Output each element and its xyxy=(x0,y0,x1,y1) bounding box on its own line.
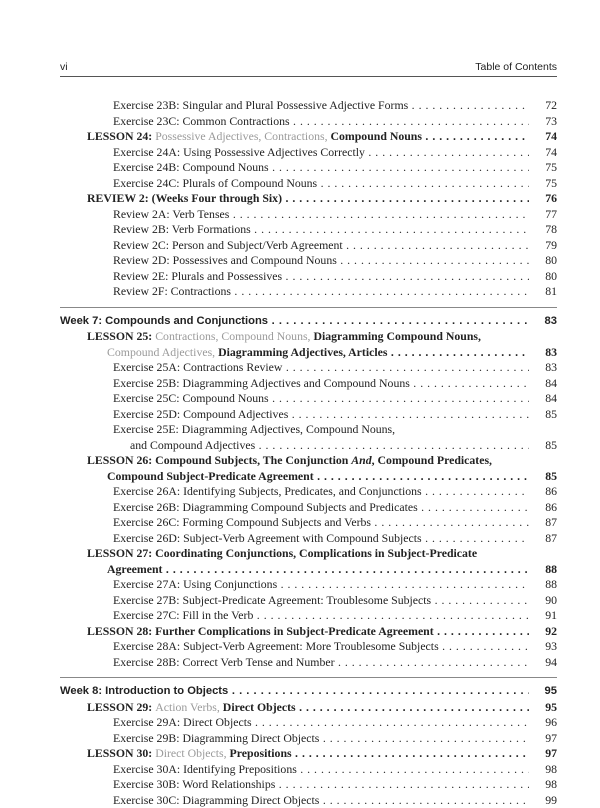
lesson-entry[interactable] xyxy=(60,746,557,762)
entry-text-segment: Exercise 30B: Word Relationships xyxy=(113,777,275,791)
entry-title xyxy=(113,376,529,392)
entry-text-segment: Exercise 23C: Common Contractions xyxy=(113,114,290,128)
page-ref: 73 xyxy=(529,114,557,130)
entry-text-segment: Exercise 25B: Diagramming Adjectives and Compound Nouns xyxy=(113,376,410,390)
entry-title xyxy=(113,515,529,531)
entry-text-segment: Compound Adjectives, xyxy=(107,345,215,359)
lesson-entry[interactable] xyxy=(60,453,557,484)
entry-title xyxy=(113,531,529,547)
entry-text-segment: Exercise 26C: Forming Compound Subjects and Verbs xyxy=(113,515,371,529)
entry-title xyxy=(113,269,529,285)
entry-title xyxy=(113,391,529,407)
page-ref: 97 xyxy=(529,731,557,747)
entry-text-segment: REVIEW 2: (Weeks Four through Six) xyxy=(87,191,282,205)
entry-title xyxy=(113,484,529,500)
entry-text-segment: Exercise 24C: Plurals of Compound Nouns xyxy=(113,176,317,190)
lesson-entry[interactable] xyxy=(60,129,557,145)
page-ref: 76 xyxy=(529,191,557,207)
entry-text-segment: And xyxy=(351,453,371,467)
exercise-entry[interactable] xyxy=(60,222,557,238)
exercise-entry[interactable] xyxy=(60,238,557,254)
entry-title xyxy=(113,577,529,593)
exercise-entry[interactable] xyxy=(60,98,557,114)
page-ref: 85 xyxy=(529,469,557,485)
entry-text-segment: Exercise 26B: Diagramming Compound Subjects and Predicates xyxy=(113,500,418,514)
page-ref: 92 xyxy=(529,624,557,640)
entry-text-segment: Exercise 30C: Diagramming Direct Objects xyxy=(113,793,319,807)
entry-text-segment: Exercise 24A: Using Possessive Adjectives Correctly xyxy=(113,145,365,159)
entry-title xyxy=(87,453,529,484)
entry-title xyxy=(113,145,529,161)
entry-text-segment: Week 8: Introduction to Objects xyxy=(60,685,228,697)
entry-title xyxy=(87,624,529,640)
exercise-entry[interactable] xyxy=(60,515,557,531)
page-ref: 87 xyxy=(529,515,557,531)
entry-text-segment: Review 2C: Person and Subject/Verb Agreement xyxy=(113,238,343,252)
lesson-entry[interactable] xyxy=(60,191,557,207)
page-ref: 83 xyxy=(529,314,557,330)
section-divider xyxy=(60,307,557,308)
entry-title xyxy=(113,793,529,808)
running-header xyxy=(60,60,557,77)
entry-title xyxy=(60,684,529,700)
entry-text-segment: Direct Objects xyxy=(220,700,296,714)
entry-text-segment: Compound Nouns xyxy=(328,129,422,143)
entry-title xyxy=(113,655,529,671)
exercise-entry[interactable] xyxy=(60,391,557,407)
entry-title xyxy=(113,422,529,453)
week-heading[interactable] xyxy=(60,314,557,330)
page-ref: 97 xyxy=(529,746,557,762)
page-ref: 91 xyxy=(529,608,557,624)
page-ref: 90 xyxy=(529,593,557,609)
exercise-entry[interactable] xyxy=(60,655,557,671)
page-ref: 83 xyxy=(529,345,557,361)
exercise-entry[interactable] xyxy=(60,608,557,624)
lesson-entry[interactable] xyxy=(60,700,557,716)
entry-text-segment: Diagramming Adjectives, Articles xyxy=(215,345,387,359)
entry-text-segment: LESSON 28: Further Complications in Subject-Predicate Agreement xyxy=(87,624,434,638)
entry-title xyxy=(113,253,529,269)
entry-text-segment: Exercise 26D: Subject-Verb Agreement with Compound Subjects xyxy=(113,531,422,545)
entry-title xyxy=(113,639,529,655)
page-ref: 99 xyxy=(529,793,557,808)
exercise-entry[interactable] xyxy=(60,114,557,130)
entry-text-segment: LESSON 25: xyxy=(87,329,155,343)
entry-text-segment: LESSON 26: Compound Subjects, The Conjunction xyxy=(87,453,351,467)
page-ref: 96 xyxy=(529,715,557,731)
table-of-contents xyxy=(60,98,557,808)
page-ref: 84 xyxy=(529,376,557,392)
entry-text-segment: Review 2F: Contractions xyxy=(113,284,231,298)
exercise-entry[interactable] xyxy=(60,793,557,808)
page-ref: 87 xyxy=(529,531,557,547)
entry-text-segment: LESSON 29: xyxy=(87,700,155,714)
exercise-entry[interactable] xyxy=(60,284,557,300)
week-heading[interactable] xyxy=(60,684,557,700)
page-ref: 85 xyxy=(529,438,557,454)
page-ref: 79 xyxy=(529,238,557,254)
entry-text-segment: LESSON 24: xyxy=(87,129,155,143)
page-ref: 80 xyxy=(529,269,557,285)
entry-title xyxy=(113,207,529,223)
page-ref: 86 xyxy=(529,484,557,500)
entry-title xyxy=(87,700,529,716)
entry-title xyxy=(87,191,529,207)
page-ref: 95 xyxy=(529,684,557,700)
entry-title xyxy=(113,160,529,176)
page-ref: 77 xyxy=(529,207,557,223)
exercise-entry[interactable] xyxy=(60,360,557,376)
page-number: vi xyxy=(60,61,68,73)
entry-text-segment: Exercise 24B: Compound Nouns xyxy=(113,160,269,174)
entry-title xyxy=(113,284,529,300)
page-ref: 83 xyxy=(529,360,557,376)
entry-title xyxy=(113,608,529,624)
page-ref: 84 xyxy=(529,391,557,407)
exercise-entry[interactable] xyxy=(60,593,557,609)
entry-title xyxy=(113,360,529,376)
lesson-entry[interactable] xyxy=(60,546,557,577)
entry-title xyxy=(113,500,529,516)
page-ref: 98 xyxy=(529,777,557,793)
entry-text-segment: Review 2D: Possessives and Compound Nouns xyxy=(113,253,337,267)
page-ref: 80 xyxy=(529,253,557,269)
entry-title xyxy=(113,731,529,747)
entry-text-segment: LESSON 27: Coordinating Conjunctions, Complications in Subject-Predicate xyxy=(87,546,477,560)
entry-title xyxy=(87,329,529,360)
exercise-entry[interactable] xyxy=(60,376,557,392)
entry-text-segment: Exercise 28A: Subject-Verb Agreement: More Troublesome Subjects xyxy=(113,639,439,653)
page-ref: 95 xyxy=(529,700,557,716)
entry-text-segment: Exercise 23B: Singular and Plural Possessive Adjective Forms xyxy=(113,98,408,112)
exercise-entry[interactable] xyxy=(60,777,557,793)
entry-text-segment: Agreement xyxy=(107,562,162,576)
page-ref: 93 xyxy=(529,639,557,655)
entry-title xyxy=(113,762,529,778)
entry-text-segment: Exercise 25D: Compound Adjectives xyxy=(113,407,288,421)
page-ref: 81 xyxy=(529,284,557,300)
exercise-entry[interactable] xyxy=(60,531,557,547)
entry-title xyxy=(113,593,529,609)
page-ref: 74 xyxy=(529,129,557,145)
exercise-entry[interactable] xyxy=(60,207,557,223)
page-ref: 98 xyxy=(529,762,557,778)
entry-text-segment: Exercise 27B: Subject-Predicate Agreement: Troublesome Subjects xyxy=(113,593,431,607)
lesson-entry[interactable] xyxy=(60,329,557,360)
entry-title xyxy=(60,314,529,330)
entry-text-segment: Exercise 29B: Diagramming Direct Objects xyxy=(113,731,319,745)
exercise-entry[interactable] xyxy=(60,500,557,516)
entry-text-segment: Review 2E: Plurals and Possessives xyxy=(113,269,282,283)
page-ref: 72 xyxy=(529,98,557,114)
page-ref: 78 xyxy=(529,222,557,238)
exercise-entry[interactable] xyxy=(60,762,557,778)
entry-title xyxy=(113,715,529,731)
entry-title xyxy=(113,114,529,130)
entry-text-segment: Exercise 25A: Contractions Review xyxy=(113,360,282,374)
page-ref: 88 xyxy=(529,577,557,593)
exercise-entry[interactable] xyxy=(60,160,557,176)
exercise-entry[interactable] xyxy=(60,145,557,161)
page-ref: 94 xyxy=(529,655,557,671)
exercise-entry[interactable] xyxy=(60,422,557,453)
page-ref: 88 xyxy=(529,562,557,578)
entry-title xyxy=(87,746,529,762)
entry-text-segment: LESSON 30: xyxy=(87,746,155,760)
page-ref: 74 xyxy=(529,145,557,161)
entry-title xyxy=(113,98,529,114)
entry-text-segment: Possessive Adjectives, Contractions, xyxy=(155,129,327,143)
entry-text-segment: Exercise 26A: Identifying Subjects, Predicates, and Conjunctions xyxy=(113,484,422,498)
page-ref: 75 xyxy=(529,176,557,192)
entry-text-segment: Exercise 27C: Fill in the Verb xyxy=(113,608,253,622)
entry-text-segment: Review 2B: Verb Formations xyxy=(113,222,251,236)
entry-title xyxy=(87,546,529,577)
entry-text-segment: Prepositions xyxy=(227,746,292,760)
page-ref: 86 xyxy=(529,500,557,516)
entry-text-segment: Exercise 27A: Using Conjunctions xyxy=(113,577,277,591)
entry-text-segment: Diagramming Compound Nouns, xyxy=(311,329,481,343)
exercise-entry[interactable] xyxy=(60,715,557,731)
exercise-entry[interactable] xyxy=(60,269,557,285)
entry-text-segment: Week 7: Compounds and Conjunctions xyxy=(60,315,268,327)
entry-text-segment: Action Verbs, xyxy=(155,700,220,714)
entry-text-segment: Compound Subject-Predicate Agreement xyxy=(107,469,314,483)
page-ref: 85 xyxy=(529,407,557,423)
exercise-entry[interactable] xyxy=(60,577,557,593)
entry-title xyxy=(113,238,529,254)
exercise-entry[interactable] xyxy=(60,731,557,747)
exercise-entry[interactable] xyxy=(60,639,557,655)
entry-title xyxy=(87,129,529,145)
entry-title xyxy=(113,222,529,238)
entry-text-segment: and Compound Adjectives xyxy=(130,438,255,452)
entry-text-segment: Contractions, Compound Nouns, xyxy=(155,329,310,343)
entry-text-segment: Exercise 25E: Diagramming Adjectives, Compound Nouns, xyxy=(113,422,395,436)
running-title: Table of Contents xyxy=(475,61,557,73)
entry-text-segment: Direct Objects, xyxy=(155,746,226,760)
exercise-entry[interactable] xyxy=(60,407,557,423)
page-ref: 75 xyxy=(529,160,557,176)
entry-text-segment: Exercise 25C: Compound Nouns xyxy=(113,391,269,405)
section-divider xyxy=(60,677,557,678)
exercise-entry[interactable] xyxy=(60,253,557,269)
entry-title xyxy=(113,407,529,423)
entry-text-segment: , Compound Predicates, xyxy=(372,453,492,467)
entry-title xyxy=(113,176,529,192)
exercise-entry[interactable] xyxy=(60,484,557,500)
entry-text-segment: Exercise 29A: Direct Objects xyxy=(113,715,252,729)
entry-title xyxy=(113,777,529,793)
entry-text-segment: Review 2A: Verb Tenses xyxy=(113,207,229,221)
entry-text-segment: Exercise 28B: Correct Verb Tense and Number xyxy=(113,655,335,669)
lesson-entry[interactable] xyxy=(60,624,557,640)
exercise-entry[interactable] xyxy=(60,176,557,192)
entry-text-segment: Exercise 30A: Identifying Prepositions xyxy=(113,762,297,776)
